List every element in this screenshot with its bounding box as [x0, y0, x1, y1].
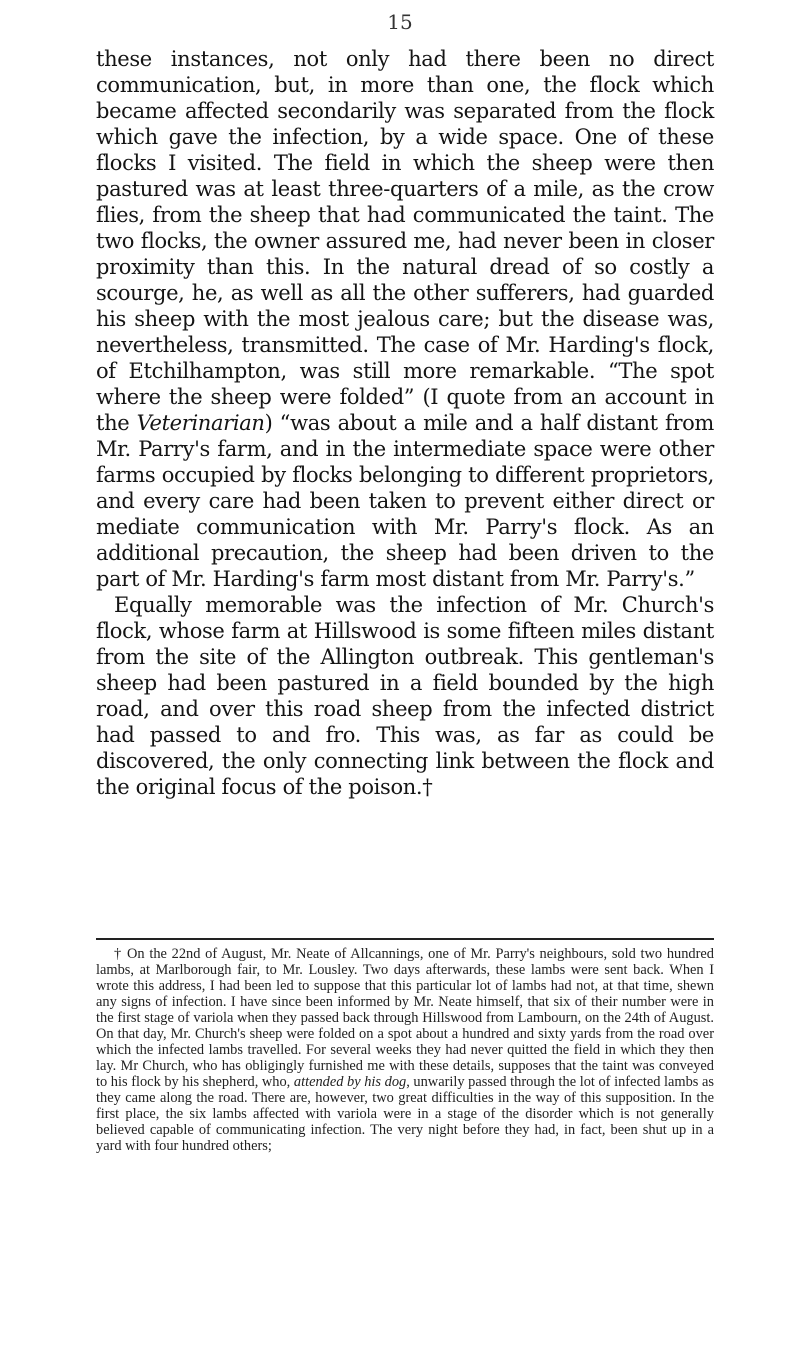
- journal-title: Veterinarian: [136, 411, 265, 435]
- footnote-emphasis: attended by his dog: [293, 1074, 407, 1090]
- paragraph-1-text-b: ) “was about a mile and a half distant from Mr. Parry's farm, and in the intermediate space were other farms occupied by flocks belonging to different proprietors, and every care had been taken to prevent either direct or mediate communication with Mr. Parry's flock. As an additional precaution, the sheep had been driven to the part of Mr. Harding's farm most distant from Mr. Parry's.”: [96, 411, 714, 591]
- paragraph-1-text-a: these instances, not only had there been no direct communication, but, in more than one, the flock which became affected secondarily was separated from the flock which gave the infection, by a wide space. One of these flocks I visited. The field in which the sheep were then pastured was at least three-quarters of a mile, as the crow flies, from the sheep that had communicated the taint. The two flocks, the owner assured me, had never been in closer proximity than this. In the natural dread of so costly a scourge, he, as well as all the other sufferers, had guarded his sheep with the most jealous care; but the disease was, nevertheless, transmitted. The case of Mr. Harding's flock, of Etchilhampton, was still more remarkable. “The spot where the sheep were folded” (I quote from an account in the: [96, 47, 714, 435]
- main-text: [96, 46, 714, 800]
- paragraph-2: Equally memorable was the infection of Mr. Church's flock, whose farm at Hillswood is some fifteen miles distant from the site of the Allington outbreak. This gentleman's sheep had been pastured in a field bounded by the high road, and over this road sheep from the infected district had passed to and fro. This was, as far as could be discovered, the only connecting link between the flock and the original focus of the poison.†: [96, 593, 714, 799]
- footnote-text-a: † On the 22nd of August, Mr. Neate of Allcannings, one of Mr. Parry's neighbours, sold two hundred lambs, at Marlborough fair, to Mr. Lousley. Two days afterwards, these lambs were sent back. When I wrote this address, I had been led to suppose that this particular lot of lambs had not, at that time, shewn any signs of infection. I have since been informed by Mr. Neate himself, that six of their number were in the first stage of variola when they passed back through Hillswood from Lambourn, on the 24th of August. On that day, Mr. Church's sheep were folded on a spot about a hundred and sixty yards from the road over which the infected lambs travelled. For several weeks they had never quitted the field in which they then lay. Mr Church, who has obligingly furnished me with these details, supposes that the taint was conveyed to his flock by his shepherd, who,: [96, 946, 714, 1090]
- footnote: [96, 946, 714, 1154]
- page-number: 15: [387, 10, 413, 34]
- footnote-divider: [96, 938, 714, 940]
- footnote-text-b: , unwarily passed through the lot of infected lambs as they came along the road. There are, however, two great difficulties in the way of this supposition. In the first place, the six lambs affected with variola were in a stage of the disorder which is not generally believed capable of communicating infection. The very night before they had, in fact, been shut up in a yard with four hundred others;: [96, 1074, 714, 1154]
- paragraph-1: [96, 46, 714, 592]
- footnote-paragraph: [96, 946, 714, 1154]
